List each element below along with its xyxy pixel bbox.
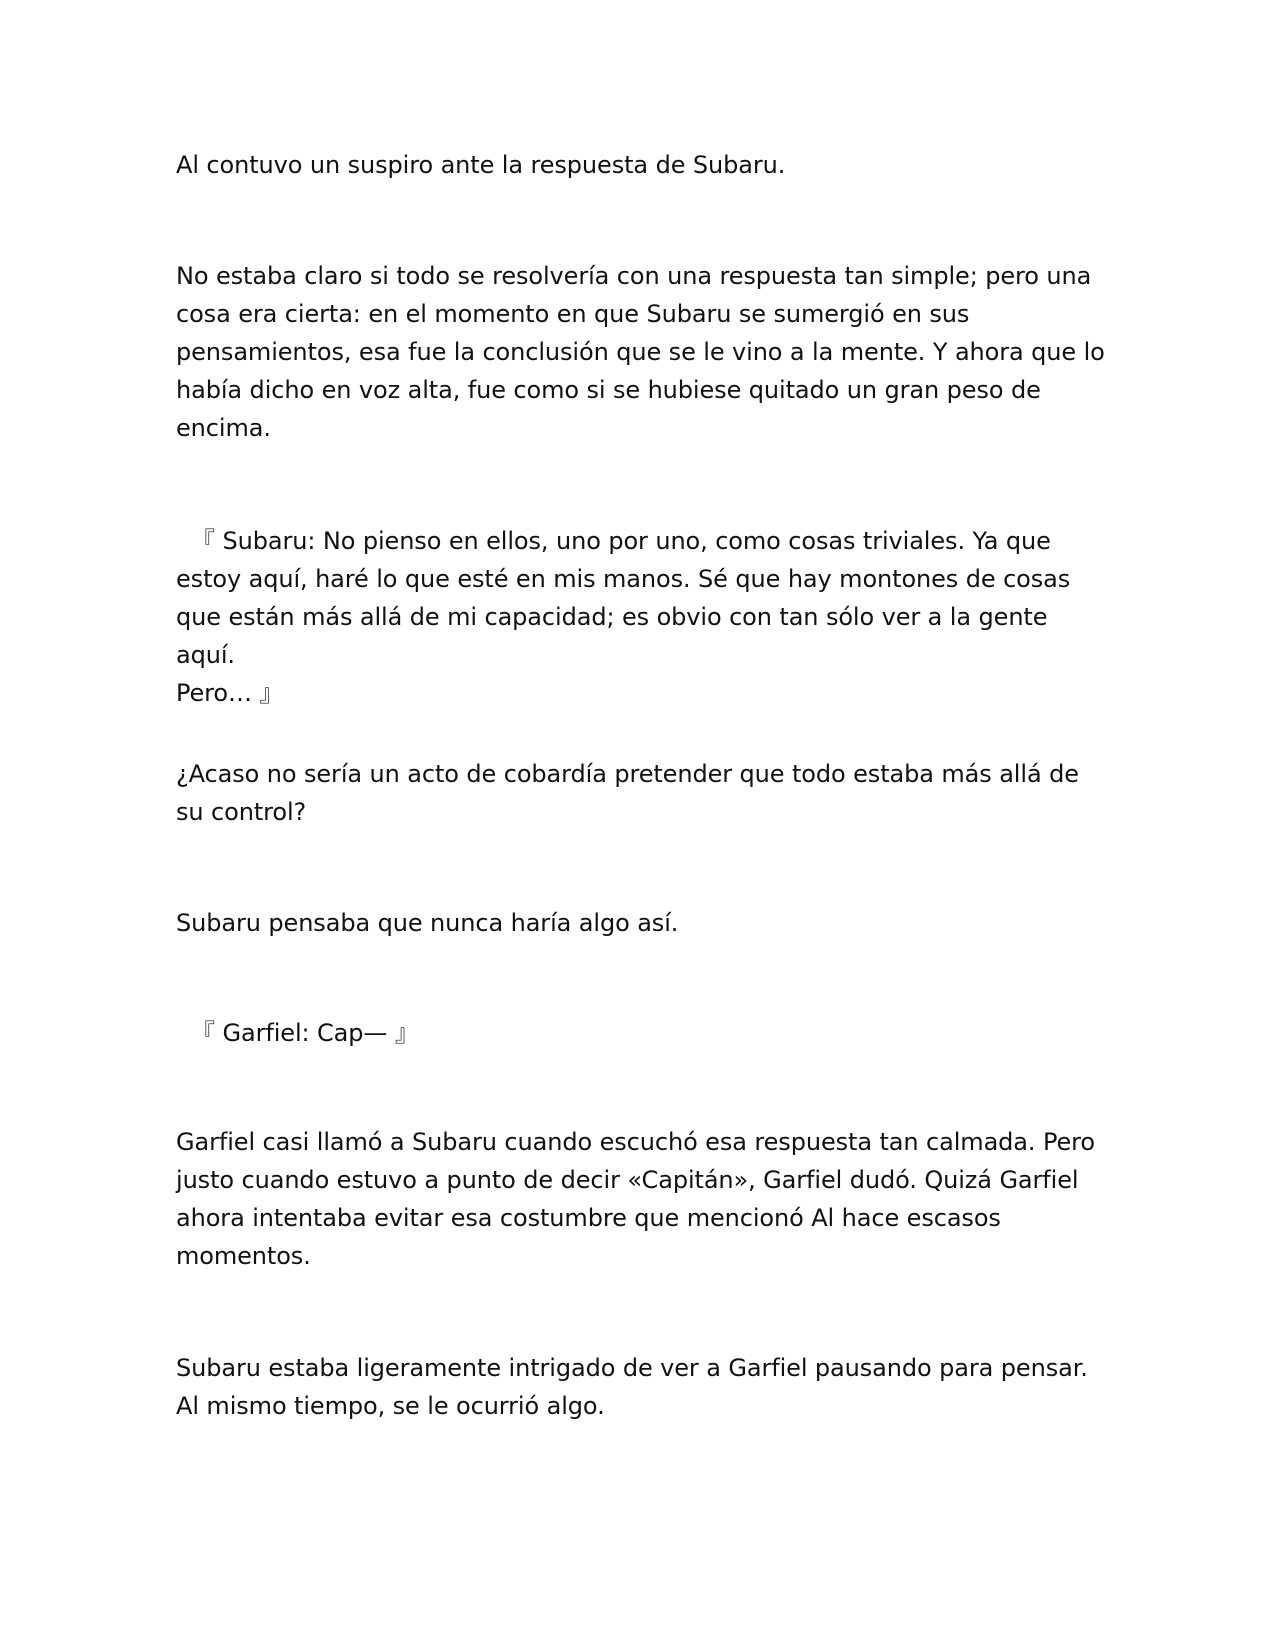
paragraph: ¿Acaso no sería un acto de cobardía pretender que todo estaba más allá de su control? xyxy=(176,760,1079,826)
dialogue-paragraph: 『 Subaru: No pienso en ellos, uno por uno, como cosas triviales. Ya que estoy aquí, haré lo que esté en mis manos. Sé que hay montones de cosas que están más allá de mi capacidad; es obvio con tan sólo ver a la gente aquí. Pero… 』 xyxy=(176,527,1071,707)
paragraph: Garfiel casi llamó a Subaru cuando escuchó esa respuesta tan calmada. Pero justo cuando estuvo a punto de decir «Capitán», Garfiel dudó. Quizá Garfiel ahora intentaba evitar esa costumbre que mencionó Al hace escasos momentos. xyxy=(176,1128,1095,1270)
paragraph: No estaba claro si todo se resolvería con una respuesta tan simple; pero una cosa era cierta: en el momento en que Subaru se sumergió en sus pensamientos, esa fue la conclusión que se le vino a la mente. Y ahora que lo había dicho en voz alta, fue como si se hubiese quitado un gran peso de encima. xyxy=(176,262,1105,442)
paragraph: Subaru pensaba que nunca haría algo así. xyxy=(176,909,679,937)
dialogue-paragraph: 『 Garfiel: Cap— 』 xyxy=(176,1019,419,1047)
paragraph: Subaru estaba ligeramente intrigado de ver a Garfiel pausando para pensar. Al mismo tiempo, se le ocurrió algo. xyxy=(176,1354,1088,1420)
paragraph: Al contuvo un suspiro ante la respuesta de Subaru. xyxy=(176,151,786,179)
